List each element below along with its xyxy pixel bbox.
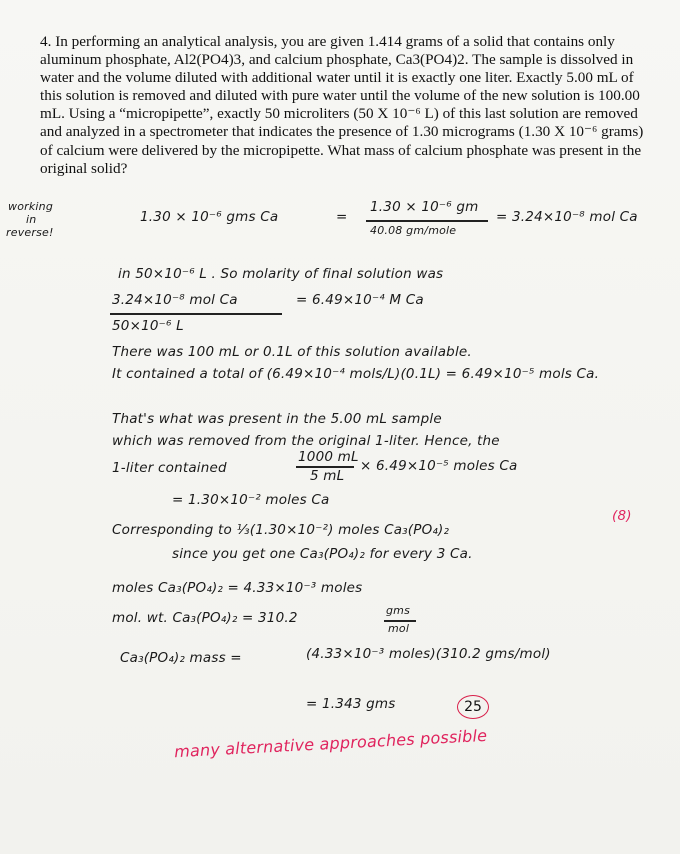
step8-denominator: 5 mL: [310, 468, 345, 484]
score-value: 25: [464, 699, 482, 715]
working-label: working: [8, 200, 54, 213]
step3-fraction-bar: [110, 313, 282, 315]
step1-given-mass: 1.30 × 10⁻⁶ gms Ca: [140, 209, 279, 225]
step13-unit-numerator: gms: [386, 604, 411, 617]
step1-moles-result: = 3.24×10⁻⁸ mol Ca: [496, 209, 638, 225]
step5-total-moles: It contained a total of (6.49×10⁻⁴ mols/L)(0.1L) = 6.49×10⁻⁵ mols Ca.: [112, 366, 600, 382]
step3-numerator: 3.24×10⁻⁸ mol Ca: [112, 292, 238, 308]
step1-denominator: 40.08 gm/mole: [370, 224, 457, 237]
score-circle: [457, 695, 489, 719]
step1-fraction-bar: [366, 220, 488, 222]
step12-moles-phosphate: moles Ca₃(PO₄)₂ = 4.33×10⁻³ moles: [112, 580, 363, 596]
step3-molarity: = 6.49×10⁻⁴ M Ca: [296, 292, 424, 308]
step8-multiplier: × 6.49×10⁻⁵ moles Ca: [360, 458, 518, 474]
step4-volume-available: There was 100 mL or 0.1L of this solution available.: [112, 344, 472, 360]
step3-denominator: 50×10⁻⁶ L: [112, 318, 184, 334]
step6-sample-line: That's what was present in the 5.00 mL sample: [112, 411, 442, 427]
working-label-reverse: reverse!: [6, 226, 54, 239]
step9-total-moles-ca: = 1.30×10⁻² moles Ca: [172, 492, 330, 508]
step10-corresponding: Corresponding to ⅓(1.30×10⁻²) moles Ca₃(PO₄)₂: [112, 522, 450, 538]
step14-mass-product: (4.33×10⁻³ moles)(310.2 gms/mol): [306, 646, 551, 662]
grader-note: many alternative approaches possible: [173, 725, 488, 762]
points-mark: (8): [612, 508, 632, 524]
final-answer: = 1.343 gms: [306, 696, 396, 712]
problem-text: In performing an analytical analysis, you are given 1.414 grams of a solid that contains only aluminum phosphate, Al2(PO4)3, and calcium phosphate, Ca3(PO4)2. The sample is dissolved in water and the volume diluted with additional water until it is exactly one liter. Exactly 5.00 mL of this solution is removed and diluted with pure water until the volume of the new solution is 100.00 mL. Using a “micropipette”, exactly 50 microliters (50 X 10⁻⁶ L) of this last solution are removed and analyzed in a spectrometer that indicates the presence of 1.30 micrograms (1.30 X 10⁻⁶ grams) of calcium were delivered by the micropipette. What mass of calcium phosphate was present in the original solid?: [40, 33, 644, 177]
step1-equals: =: [336, 209, 348, 225]
step13-unit-denominator: mol: [388, 622, 410, 635]
step11-stoichiometry: since you get one Ca₃(PO₄)₂ for every 3 Ca.: [172, 546, 473, 562]
step13-molar-mass: mol. wt. Ca₃(PO₄)₂ = 310.2: [112, 610, 298, 626]
step14-mass-label: Ca₃(PO₄)₂ mass =: [120, 650, 242, 666]
step7-removed-line: which was removed from the original 1-liter. Hence, the: [112, 433, 500, 449]
step2-volume-line: in 50×10⁻⁶ L . So molarity of final solution was: [118, 266, 444, 282]
step1-numerator: 1.30 × 10⁻⁶ gm: [370, 199, 479, 215]
problem-statement: [40, 33, 652, 178]
step8-numerator: 1000 mL: [298, 449, 359, 465]
working-label-in: in: [26, 213, 37, 226]
step8-liter-contained: 1-liter contained: [112, 460, 227, 476]
problem-number: 4.: [40, 33, 52, 50]
